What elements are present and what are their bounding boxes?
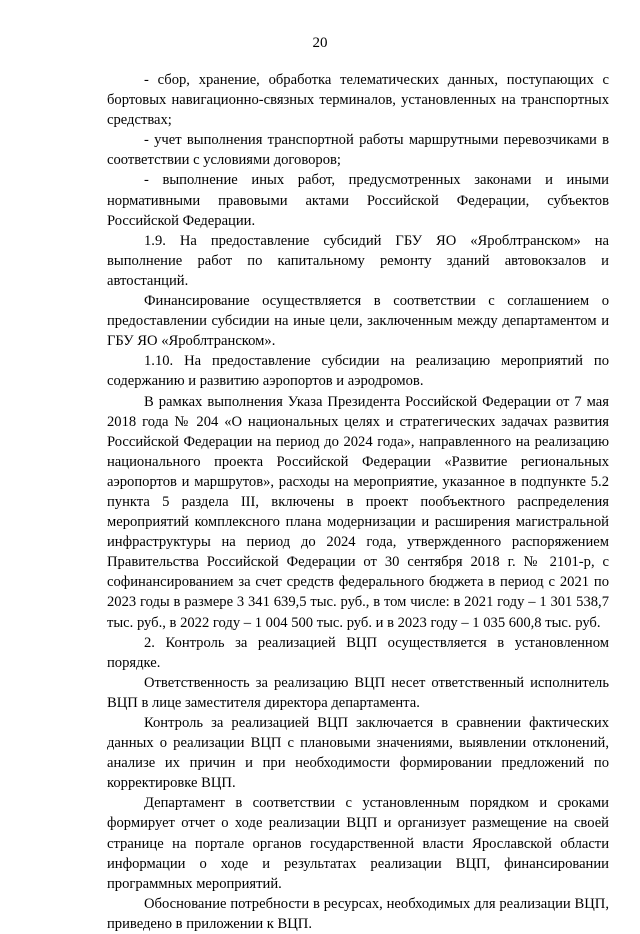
- paragraph-responsibility: Ответственность за реализацию ВЦП несет ответственный исполнитель ВЦП в лице заместителя директора департамента.: [107, 674, 609, 711]
- paragraph-financing-agreement: Финансирование осуществляется в соответствии с соглашением о предоставлении субсидии на иные цели, заключенным между департаментом и ГБУ ЯО «Яроблтранском».: [107, 293, 609, 350]
- document-body: [107, 70, 609, 934]
- paragraph-item-1-9: 1.9. На предоставление субсидий ГБУ ЯО «Яроблтранском» на выполнение работ по капитальному ремонту зданий автовокзалов и автостанций.: [107, 232, 609, 289]
- paragraph-control-comparison: Контроль за реализацией ВЦП заключается в сравнении фактических данных о реализации ВЦП с плановыми значениями, выявлении отклонений, анализе их причин и при необходимости формировании предложений по корректировке ВЦП.: [107, 715, 609, 792]
- paragraph-other-works: - выполнение иных работ, предусмотренных законами и иными нормативными правовыми актами Российской Федерации, субъектов Российской Федерации.: [107, 172, 609, 229]
- paragraph-resources-justification: Обоснование потребности в ресурсах, необходимых для реализации ВЦП, приведено в приложении к ВЦП.: [107, 895, 609, 932]
- paragraph-presidential-decree: В рамках выполнения Указа Президента Российской Федерации от 7 мая 2018 года № 204 «О национальных целях и стратегических задачах развития Российской Федерации на период до 2024 года», направленного на реализацию национального проекта Российской Федерации «Развитие региональных аэропортов и маршрутов», расходы на мероприятие, указанное в подпункте 5.2 пункта 5 раздела III, включены в проект пообъектного распределения мероприятий комплексного плана модернизации и расширения магистральной инфраструктуры на период до 2024 года, утвержденного распоряжением Правительства Российской Федерации от 30 сентября 2018 г. № 2101-р, с софинансированием за счет средств федерального бюджета в период с 2021 по 2023 годы в размере 3 341 639,5 тыс. руб., в том числе: в 2021 году – 1 301 538,7 тыс. руб., в 2022 году – 1 004 500 тыс. руб. и в 2023 году – 1 035 600,8 тыс. руб.: [107, 393, 609, 631]
- paragraph-transport-work-accounting: - учет выполнения транспортной работы маршрутными перевозчиками в соответствии с условиями договоров;: [107, 132, 609, 169]
- page-number: 20: [312, 35, 328, 51]
- paragraph-item-1-10: 1.10. На предоставление субсидии на реализацию мероприятий по содержанию и развитию аэропортов и аэродромов.: [107, 353, 609, 390]
- paragraph-item-2-control: 2. Контроль за реализацией ВЦП осуществляется в установленном порядке.: [107, 634, 609, 671]
- paragraph-telematics-data: - сбор, хранение, обработка телематических данных, поступающих с бортовых навигационно-связных терминалов, установленных на транспортных средствах;: [107, 72, 609, 129]
- paragraph-department-report: Департамент в соответствии с установленным порядком и сроками формирует отчет о ходе реализации ВЦП и организует размещение на своей странице на портале органов государственной власти Ярославской области информации о ходе и результатах реализации ВЦП, финансировании программных мероприятий.: [107, 795, 609, 892]
